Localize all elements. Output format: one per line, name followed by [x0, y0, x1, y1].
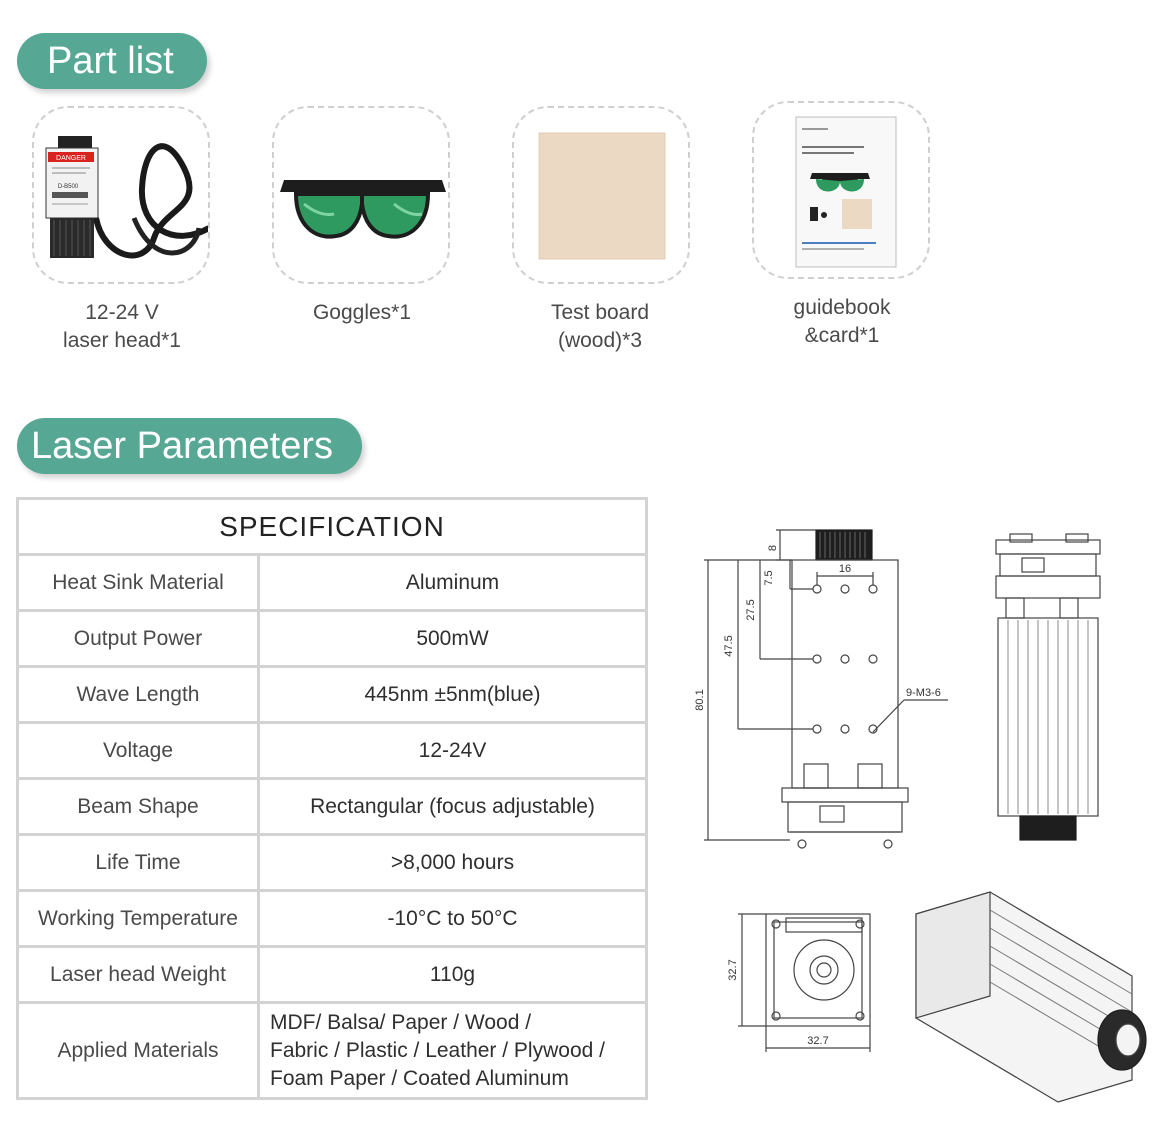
spec-header-row [18, 499, 647, 555]
part-caption-guidebook: guidebook &card*1 [793, 296, 891, 347]
part-caption-laser-head: 12-24 V laser head*1 [63, 301, 181, 352]
laser-parameters-title-text: Laser Parameters [31, 424, 334, 467]
laser-head-image [32, 106, 210, 284]
model-label: D-B500 [57, 184, 79, 190]
spec-label: Beam Shape [18, 779, 259, 835]
spec-label: Heat Sink Material [18, 555, 259, 611]
table-row [18, 891, 647, 947]
dim-hole-spec: 9-M3-6 [906, 687, 941, 699]
table-row [18, 723, 647, 779]
specification-table [16, 497, 648, 1100]
table-row [18, 835, 647, 891]
materials-line: Fabric / Plastic / Leather / Plywood / [270, 1038, 605, 1062]
spec-value: 445nm ±5nm(blue) [259, 667, 647, 723]
part-list-title-text: Part list [47, 39, 174, 82]
spec-value: 12-24V [259, 723, 647, 779]
spec-value: >8,000 hours [259, 835, 647, 891]
spec-label: Laser head Weight [18, 947, 259, 1003]
applied-materials-value [259, 1003, 647, 1099]
table-row [18, 1003, 647, 1099]
table-row [18, 555, 647, 611]
spec-value: Aluminum [259, 555, 647, 611]
spec-value: 110g [259, 947, 647, 1003]
dim-47-5: 47.5 [723, 635, 735, 657]
part-caption-goggles: Goggles*1 [312, 301, 412, 324]
technical-drawing [690, 520, 1170, 1120]
dim-32-7-vertical: 32.7 [727, 959, 739, 981]
dim-8: 8 [767, 544, 779, 552]
table-row [18, 947, 647, 1003]
table-row [18, 611, 647, 667]
spec-label: Applied Materials [18, 1003, 259, 1099]
goggles-image [272, 106, 450, 284]
spec-value: -10°C to 50°C [259, 891, 647, 947]
spec-label: Wave Length [18, 667, 259, 723]
spec-value: 500mW [259, 611, 647, 667]
part-caption-test-board: Test board (wood)*3 [550, 301, 650, 352]
spec-header: SPECIFICATION [18, 499, 647, 555]
dim-32-7-horizontal: 32.7 [807, 1035, 829, 1047]
part-list-title [17, 33, 207, 89]
table-row [18, 779, 647, 835]
table-row [18, 667, 647, 723]
materials-line: Foam Paper / Coated Aluminum [270, 1066, 569, 1090]
dim-7-5: 7.5 [763, 570, 775, 586]
spec-value: Rectangular (focus adjustable) [259, 779, 647, 835]
dim-16: 16 [838, 563, 852, 575]
spec-label: Life Time [18, 835, 259, 891]
spec-label: Output Power [18, 611, 259, 667]
dim-27-5: 27.5 [745, 599, 757, 621]
danger-label: DANGER [56, 155, 86, 162]
test-board-image [512, 106, 690, 284]
dim-80-1: 80.1 [694, 689, 706, 711]
spec-label: Voltage [18, 723, 259, 779]
guidebook-image [752, 101, 930, 279]
laser-parameters-title [17, 418, 362, 474]
spec-label: Working Temperature [18, 891, 259, 947]
materials-line: MDF/ Balsa/ Paper / Wood / [270, 1010, 532, 1034]
